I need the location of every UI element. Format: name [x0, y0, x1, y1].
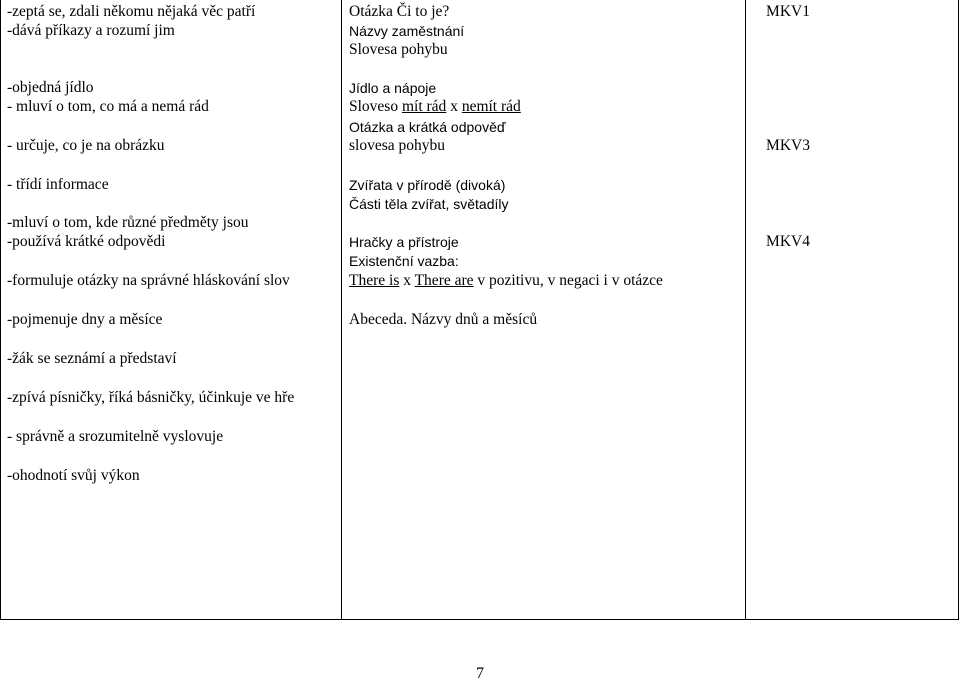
mkv-code: MKV1	[766, 3, 810, 20]
mkv-code: MKV4	[766, 233, 810, 250]
outcome-item: - správně a srozumitelně vyslovuje	[7, 428, 224, 445]
topic-text: v pozitivu, v negaci i v otázce	[473, 272, 663, 289]
outcome-item: - mluví o tom, co má a nemá rád	[7, 98, 209, 115]
topic-item: Zvířata v přírodě (divoká)	[349, 177, 506, 193]
underlined-term: nemít rád	[461, 98, 521, 115]
topic-item: slovesa pohybu	[349, 137, 446, 154]
table-border-left	[0, 0, 1, 619]
outcome-item: -ohodnotí svůj výkon	[7, 467, 140, 484]
column-divider-1	[341, 0, 342, 619]
outcome-item: - třídí informace	[7, 176, 109, 193]
topic-item: Názvy zaměstnání	[349, 23, 465, 39]
outcome-item: -mluví o tom, kde různé předměty jsou	[7, 214, 249, 231]
underlined-term: There is	[349, 272, 400, 289]
outcome-item: -používá krátké odpovědi	[7, 233, 166, 250]
column-divider-2	[745, 0, 746, 619]
topic-text: Sloveso	[349, 98, 402, 115]
outcome-item: -zeptá se, zdali někomu nějaká věc patří	[7, 3, 256, 20]
outcome-item: -formuluje otázky na správné hláskování slov	[7, 272, 290, 289]
outcome-item: -zpívá písničky, říká básničky, účinkuje ve hře	[7, 389, 295, 406]
topic-item: Otázka a krátká odpověď	[349, 119, 506, 135]
outcome-item: - určuje, co je na obrázku	[7, 137, 165, 154]
outcome-item: -objedná jídlo	[7, 79, 94, 96]
underlined-term: mít rád	[401, 98, 447, 115]
page-number: 7	[476, 665, 484, 682]
topic-item-there-is	[349, 272, 663, 290]
topic-text: x	[446, 98, 462, 115]
topic-item: Slovesa pohybu	[349, 41, 448, 58]
topic-item: Hračky a přístroje	[349, 234, 459, 250]
topic-item-verb-like	[349, 98, 521, 116]
underlined-term: There are	[414, 272, 474, 289]
outcome-item: -žák se seznámí a představí	[7, 350, 177, 367]
outcome-item: -dává příkazy a rozumí jim	[7, 22, 175, 39]
topic-text: x	[399, 272, 415, 289]
mkv-code: MKV3	[766, 137, 810, 154]
topic-item: Existenční vazba:	[349, 253, 459, 269]
topic-item: Abeceda. Názvy dnů a měsíců	[349, 311, 538, 328]
topic-item: Jídlo a nápoje	[349, 80, 437, 96]
topic-item: Otázka Či to je?	[349, 3, 450, 20]
outcome-item: -pojmenuje dny a měsíce	[7, 311, 163, 328]
topic-item: Části těla zvířat, světadíly	[349, 196, 509, 212]
